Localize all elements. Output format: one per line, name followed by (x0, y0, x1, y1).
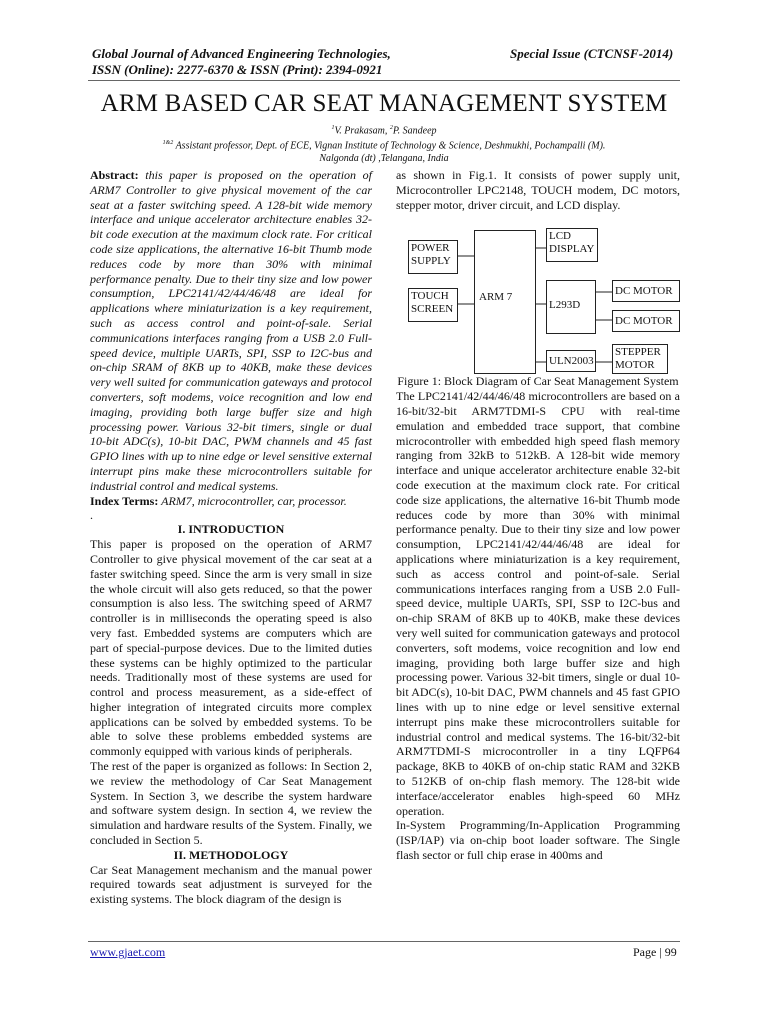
block-lcd-display: LCD DISPLAY (546, 228, 598, 262)
section-heading-introduction: I. INTRODUCTION (177, 522, 285, 537)
block-uln2003: ULN2003 (546, 350, 596, 372)
abstract-text: this paper is proposed on the operation of ARM7 Controller to give physical movement of the car seat at a faster switching speed. A 128-bit wide memory interface and unique accelerator architecture enables 32-bit code execution at the maximum clock rate. For critical code size applications, the alternative 16-bit Thumb mode reduces code by more than 30% with minimal performance penalty. Due to their tiny size and low power consumption, LPC2141/42/44/46/48 are ideal for applications where miniaturization is a key requirement, such as access control and point-of-sale. Serial communications interfaces ranging from a USB 2.0 Full-speed device, multiple UARTs, SPI, SSP to I2C-bus and on-chip SRAM of 8KB up to 40KB, make these devices very well suited for communication gateways and protocol converters, soft modems, voice recognition and low end imaging, providing both large buffer size and high processing power. Various 32-bit timers, single or dual 10-bit ADC(s), 10-bit DAC, PWM channels and 45 fast GPIO lines with up to nine edge or level sensitive external interrupt pins make these microcontrollers suitable for industrial control and medical systems. (90, 168, 372, 493)
page-number: Page | 99 (633, 945, 677, 959)
block-dc-motor-2: DC MOTOR (612, 310, 680, 332)
block-power-supply: POWER SUPPLY (408, 240, 458, 274)
left-column (90, 168, 372, 907)
index-terms-text: ARM7, microcontroller, car, processor. (158, 493, 347, 508)
block-diagram (396, 224, 680, 374)
abstract-label: Abstract: (90, 168, 139, 182)
intro-paragraph-2: The rest of the paper is organized as follows: In Section 2, we review the methodology of Car Seat Management System. In Section 3, we describe the system hardware and software system design. In section 4, we review the simulation and hardware results of the System. Finally, we concluded in Section 5. (90, 759, 372, 848)
stray-dot: . (90, 508, 93, 523)
header-rule (88, 80, 680, 81)
author-names: $^1$V. Prakasam, $^2$P. Sandeep (331, 125, 437, 137)
block-dc-motor-1: DC MOTOR (612, 280, 680, 302)
index-terms (90, 494, 372, 509)
journal-header (92, 46, 391, 78)
figure-caption: Figure 1: Block Diagram of Car Seat Management System (397, 374, 679, 389)
right-paragraph-2: The LPC2141/42/44/46/48 microcontrollers are based on a 16-bit/32-bit ARM7TDMI-S CPU with real-time emulation and embedded trace support, that combine microcontroller with embedded high speed flash memory ranging from 32kB to 512kB. A 128-bit wide memory interface and unique accelerator architecture enable 32-bit code execution at the maximum clock rate. For critical code size applications, the alternative 16-bit Thumb mode reduces code by more than 30% with minimal performance penalty. Due to their tiny size and low power consumption, LPC2141/42/44/46/48 are ideal for applications where miniaturization is a key requirement, such as access control and point-of-sale. Serial communications interfaces ranging from a USB 2.0 Full-speed device, multiple UARTs, SPI, SSP to I2C-bus and on-chip SRAM of 8KB up to 40KB, make these devices very well suited for communication gateways and protocol converters, soft modems, voice recognition and low end imaging, providing both large buffer size and high processing power. Various 32-bit timers, single or dual 10-bit ADC(s), 10-bit DAC, PWM channels and 45 fast GPIO lines with up to nine edge or level sensitive external interrupt pins make these microcontrollers suitable for industrial control and medical systems. The 16-bit/32-bit ARM7TDMI-S microcontroller in a tiny LQFP64 package, 8KB to 40KB of on-chip static RAM and 32KB to 512KB of on-chip flash memory. The 128-bit wide interface/accelerator enables high-speed 60 MHz operation. (396, 389, 680, 818)
block-touch-screen: TOUCH SCREEN (408, 288, 458, 322)
journal-name: Global Journal of Advanced Engineering Technologies, (92, 46, 391, 61)
block-l293d: L293D (546, 280, 596, 334)
paper-title: ARM BASED CAR SEAT MANAGEMENT SYSTEM (100, 90, 668, 117)
abstract (90, 168, 372, 494)
journal-issn: ISSN (Online): 2277-6370 & ISSN (Print): 2394-0921 (92, 62, 383, 77)
block-arm7: ARM 7 (474, 230, 536, 374)
authors-block (0, 122, 768, 165)
right-paragraph-3: In-System Programming/In-Application Programming (ISP/IAP) via on-chip boot loader software. The Single flash sector or full chip erase in 400ms and (396, 818, 680, 862)
section-heading-methodology: II. METHODOLOGY (173, 847, 289, 862)
journal-website-link[interactable]: www.gjaet.com (90, 945, 166, 959)
index-terms-label: Index Terms: (90, 493, 159, 508)
methodology-paragraph: Car Seat Management mechanism and the manual power required towards seat adjustment is surveyed for the existing systems. The block diagram of the design is (90, 862, 372, 907)
author-location: Nalgonda (dt) ,Telangana, India (319, 152, 449, 164)
footer-rule (88, 941, 680, 942)
right-column (396, 168, 680, 863)
intro-paragraph-1: This paper is proposed on the operation of ARM7 Controller to give physical movement of the car seat at a faster switching speed. Since the arm is very small in size the whole circuit will also gets reduced, so that the power consumption is also less. The switching speed of ARM7 controller is in milliseconds the operating speed is also very fast. Embedded systems are computers which are part of special-purpose devices. Due to the limited duties these systems can be highly optimized to the particular needs. Traditionally most of these systems are used for control and process measurement, as a side-effect of higher integration of integrated circuits more complex applications can be solved by embedded systems. To be able to solve these problems embedded systems are commonly equipped with various kinds of peripherals. (90, 537, 372, 759)
special-issue: Special Issue (CTCNSF-2014) (510, 46, 674, 61)
block-stepper-motor: STEPPER MOTOR (612, 344, 668, 374)
right-paragraph-1: as shown in Fig.1. It consists of power supply unit, Microcontroller LPC2148, TOUCH modem, DC motors, stepper motor, driver circuit, and LCD display. (396, 168, 680, 212)
author-affiliation: $^{1\&2}$ Assistant professor, Dept. of ECE, Vignan Institute of Technology & Science, Deshmukhi, Pochampalli (M). (162, 140, 606, 152)
